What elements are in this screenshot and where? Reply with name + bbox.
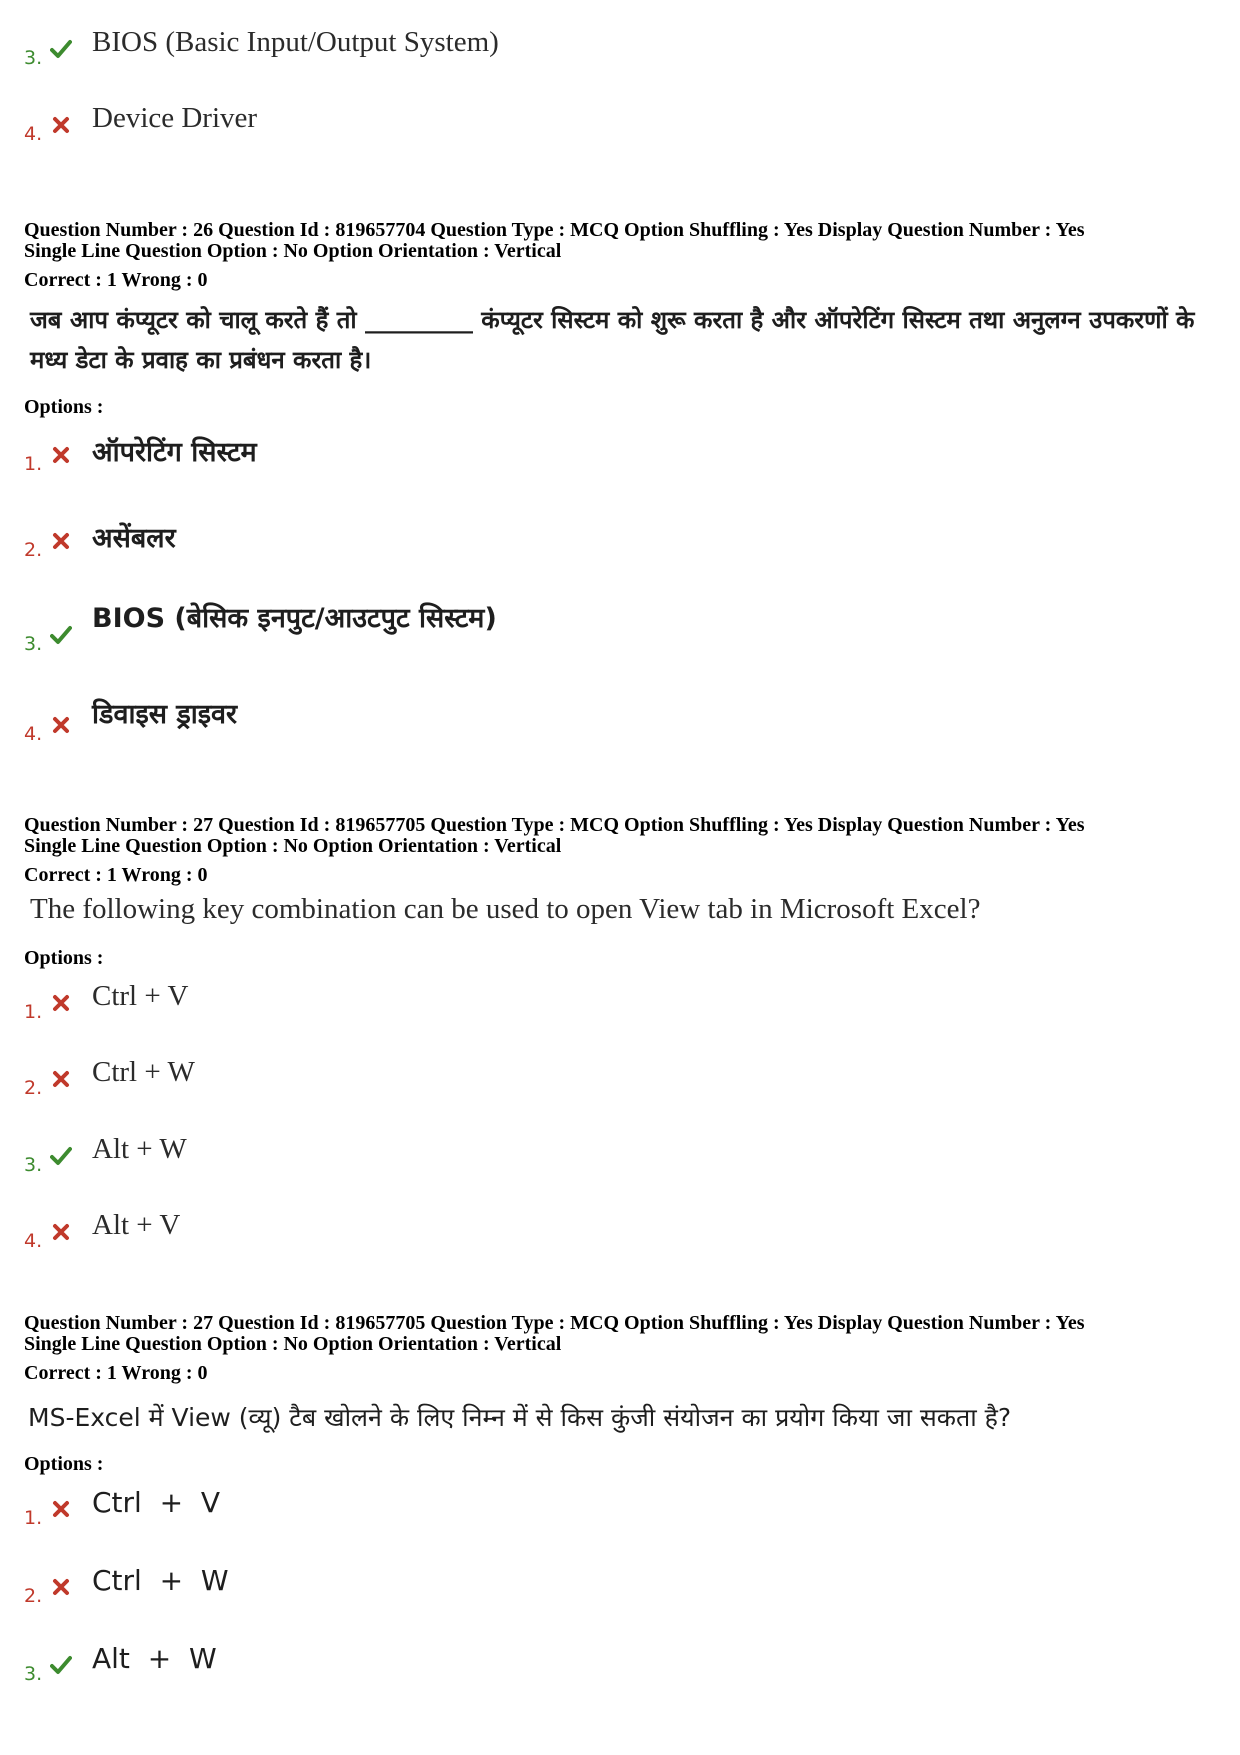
option-row xyxy=(24,516,1124,560)
option-number: 4. xyxy=(24,1230,43,1252)
check-icon xyxy=(50,38,72,60)
question-meta-line-1: Question Number : 27 Question Id : 819657705 Question Type : MCQ Option Shuffling : Yes Display Question Number : Yes xyxy=(24,814,1085,836)
option-number: 3. xyxy=(24,1663,43,1685)
question-stem: MS-Excel में View (व्यू) टैब खोलने के लिए निम्न में से किस कुंजी संयोजन का प्रयोग किया जा सकता है? xyxy=(28,1403,1012,1432)
cross-icon xyxy=(50,1221,72,1243)
cross-icon xyxy=(50,992,72,1014)
cross-icon xyxy=(50,1576,72,1598)
option-number: 2. xyxy=(24,1585,43,1607)
option-number: 3. xyxy=(24,633,43,655)
option-text: Ctrl + W xyxy=(92,1564,229,1597)
option-number: 4. xyxy=(24,123,43,145)
options-label: Options : xyxy=(24,396,104,418)
option-text: Alt + V xyxy=(92,1209,181,1241)
question-meta-line-2: Single Line Question Option : No Option Orientation : Vertical xyxy=(24,835,562,857)
option-number: 2. xyxy=(24,1077,43,1099)
option-text: डिवाइस ड्राइवर xyxy=(92,699,238,730)
option-text: असेंबलर xyxy=(92,523,176,554)
options-label: Options : xyxy=(24,947,104,969)
option-row xyxy=(24,24,1124,68)
option-text: ऑपरेटिंग सिस्टम xyxy=(92,437,257,468)
options-label: Options : xyxy=(24,1453,104,1475)
question-meta-line-1: Question Number : 27 Question Id : 819657705 Question Type : MCQ Option Shuffling : Yes Display Question Number : Yes xyxy=(24,1312,1085,1334)
option-row xyxy=(24,1562,1124,1606)
option-text: Ctrl + V xyxy=(92,1486,221,1519)
cross-icon xyxy=(50,1498,72,1520)
cross-icon xyxy=(50,530,72,552)
option-row xyxy=(24,1640,1124,1684)
option-row xyxy=(24,603,1124,655)
option-row xyxy=(24,100,1124,144)
cross-icon xyxy=(50,114,72,136)
option-text: Ctrl + V xyxy=(92,980,189,1012)
option-text: Alt + W xyxy=(92,1133,187,1165)
check-icon xyxy=(50,1145,72,1167)
option-row xyxy=(24,1054,1124,1098)
option-row xyxy=(24,1131,1124,1175)
question-stem: जब आप कंप्यूटर को चालू करते हैं तो _________ कंप्यूटर सिस्टम को शुरू करता है और ऑपरेटिंग सिस्टम तथा अनुलग्न उपकरणों के मध्य डेटा के प्रवाह का प्रबंधन करता है। xyxy=(30,306,1195,374)
option-text: BIOS (बेसिक इनपुट/आउटपुट सिस्टम) xyxy=(92,603,497,634)
option-number: 2. xyxy=(24,539,43,561)
question-meta-line-1: Question Number : 26 Question Id : 819657704 Question Type : MCQ Option Shuffling : Yes Display Question Number : Yes xyxy=(24,219,1085,241)
option-text: Device Driver xyxy=(92,102,258,134)
option-number: 3. xyxy=(24,47,43,69)
option-row xyxy=(24,1207,1124,1251)
option-number: 1. xyxy=(24,453,43,475)
check-icon xyxy=(50,1654,72,1676)
option-row xyxy=(24,978,1124,1022)
option-text: Alt + W xyxy=(92,1642,217,1675)
option-text: Ctrl + W xyxy=(92,1056,195,1088)
option-row xyxy=(24,1484,1124,1528)
option-number: 3. xyxy=(24,1154,43,1176)
question-score: Correct : 1 Wrong : 0 xyxy=(24,1362,208,1384)
question-meta-line-2: Single Line Question Option : No Option Orientation : Vertical xyxy=(24,1333,562,1355)
cross-icon xyxy=(50,714,72,736)
question-stem: The following key combination can be used to open View tab in Microsoft Excel? xyxy=(30,893,981,925)
option-text: BIOS (Basic Input/Output System) xyxy=(92,26,499,58)
option-number: 1. xyxy=(24,1001,43,1023)
option-row xyxy=(24,430,1124,474)
option-row xyxy=(24,700,1124,744)
option-number: 1. xyxy=(24,1507,43,1529)
cross-icon xyxy=(50,1068,72,1090)
question-score: Correct : 1 Wrong : 0 xyxy=(24,864,208,886)
check-icon xyxy=(50,624,72,646)
option-number: 4. xyxy=(24,723,43,745)
question-score: Correct : 1 Wrong : 0 xyxy=(24,269,208,291)
question-meta-line-2: Single Line Question Option : No Option Orientation : Vertical xyxy=(24,240,562,262)
cross-icon xyxy=(50,444,72,466)
